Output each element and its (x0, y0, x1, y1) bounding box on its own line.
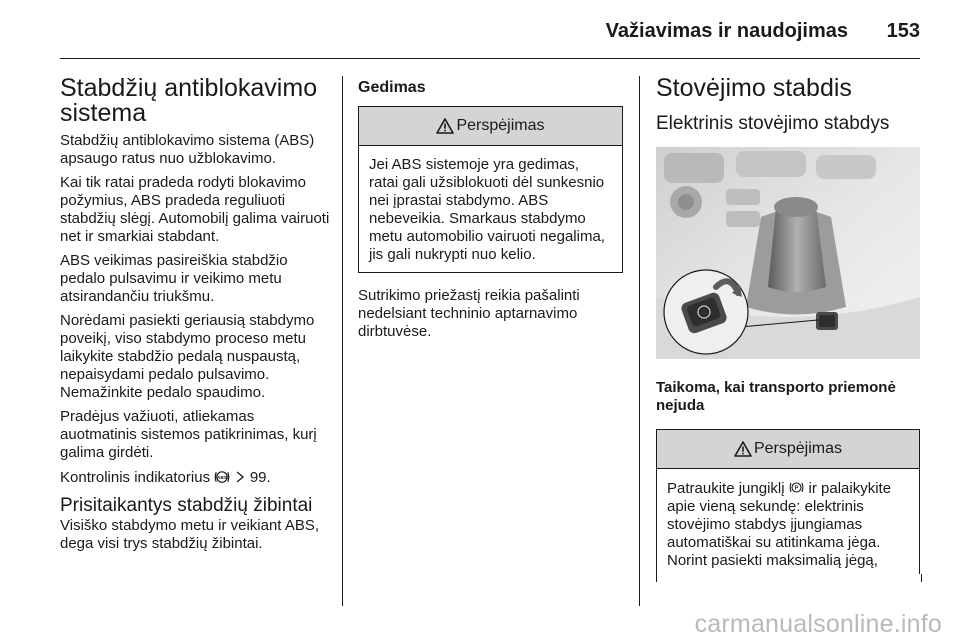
parking-brake-photo (656, 147, 920, 359)
warning-text (667, 479, 909, 570)
warning-box (358, 106, 623, 273)
header-rule (60, 58, 920, 59)
reference-arrow-icon (235, 468, 250, 486)
warning-triangle-icon (436, 116, 454, 137)
paragraph: Norėdami pasiekti geriausią stabdymo poveikį, viso stabdymo proceso metu laikykite stabdžio pedalą nuspaustą, nepaisydami pedalo pulsavimo. Nemažinkite pedalo spaudimo. (60, 312, 315, 401)
column-abs (60, 76, 332, 559)
subsection-title-electric-parking-brake: Elektrinis stovėjimo stabdys (656, 113, 890, 134)
warning-header (359, 107, 622, 146)
paragraph: Pradėjus važiuoti, atliekamas auotmatinis sistemos patikrinimas, kurį galima girdėti. (60, 408, 317, 461)
warning-text-part: Patraukite jungiklį (667, 480, 785, 497)
paragraph-indicator (60, 468, 332, 487)
warning-box-parking (656, 429, 920, 574)
paragraph: Visiško stabdymo metu ir veikiant ABS, dega visi trys stabdžių žibintai. (60, 517, 319, 552)
warning-body (657, 469, 919, 574)
svg-text:ABS: ABS (217, 475, 228, 480)
warning-text-part: ir palaikykite apie vieną sekundę: elektrinis stovėjimo stabdys įjungiamas automatiškai su atitinkama jėga. Norint pasiekti maksimalią jėgą, (667, 480, 892, 569)
warning-title: Perspėjimas (456, 117, 545, 134)
section-title-abs: Stabdžių antiblokavimo sistema (60, 74, 318, 127)
abs-indicator-icon (214, 468, 235, 486)
warning-box-side-extension (656, 574, 922, 582)
paragraph: Kai tik ratai pradeda rodyti blokavimo požymius, ABS pradeda reguliuoti stabdžių slėgį. Automobilį galima vairuoti net ir smarkiai stabdant. (60, 174, 330, 245)
page-reference[interactable]: 99. (249, 469, 271, 486)
watermark: carmanualsonline.info (694, 610, 942, 638)
parking-brake-switch-icon (789, 479, 809, 497)
section-title-parking-brake: Stovėjimo stabdis (656, 74, 852, 102)
warning-text: Jei ABS sistemoje yra gedimas, ratai gali užsiblokuoti dėl sunkesnio nei įprastai stabdymo. ABS nebeveikia. Smarkaus stabdymo metu automobilio vairuoti negalima, jis gali nukrypti nuo kelio. (369, 156, 605, 263)
svg-text:P: P (794, 485, 799, 492)
paragraph: ABS veikimas pasireiškia stabdžio pedalo pulsavimu ir veikimo metu atsirandančiu triukšmu. (60, 252, 288, 305)
indicator-text: Kontrolinis indikatorius (60, 469, 211, 486)
header-title: Važiavimas ir naudojimas (605, 20, 848, 42)
warning-title: Perspėjimas (753, 440, 843, 457)
section-title-fault: Gedimas (358, 79, 426, 96)
warning-triangle-icon (734, 439, 752, 460)
warning-body (359, 146, 622, 272)
subsection-title-brake-lights: Prisitaikantys stabdžių žibintai (60, 495, 313, 516)
subheading-stationary: Taikoma, kai transporto priemonė nejuda (656, 379, 896, 414)
paragraph: Sutrikimo priežastį reikia pašalinti nedelsiant techninio aptarnavimo dirbtuvėse. (358, 287, 580, 340)
column-fault (358, 76, 623, 347)
paragraph: Stabdžių antiblokavimo sistema (ABS) apsaugo ratus nuo užblokavimo. (60, 132, 315, 167)
warning-header (657, 430, 919, 469)
column-parking-brake (656, 76, 920, 574)
page-number: 153 (886, 20, 920, 42)
column-divider-2 (639, 76, 640, 606)
column-divider-1 (342, 76, 343, 606)
